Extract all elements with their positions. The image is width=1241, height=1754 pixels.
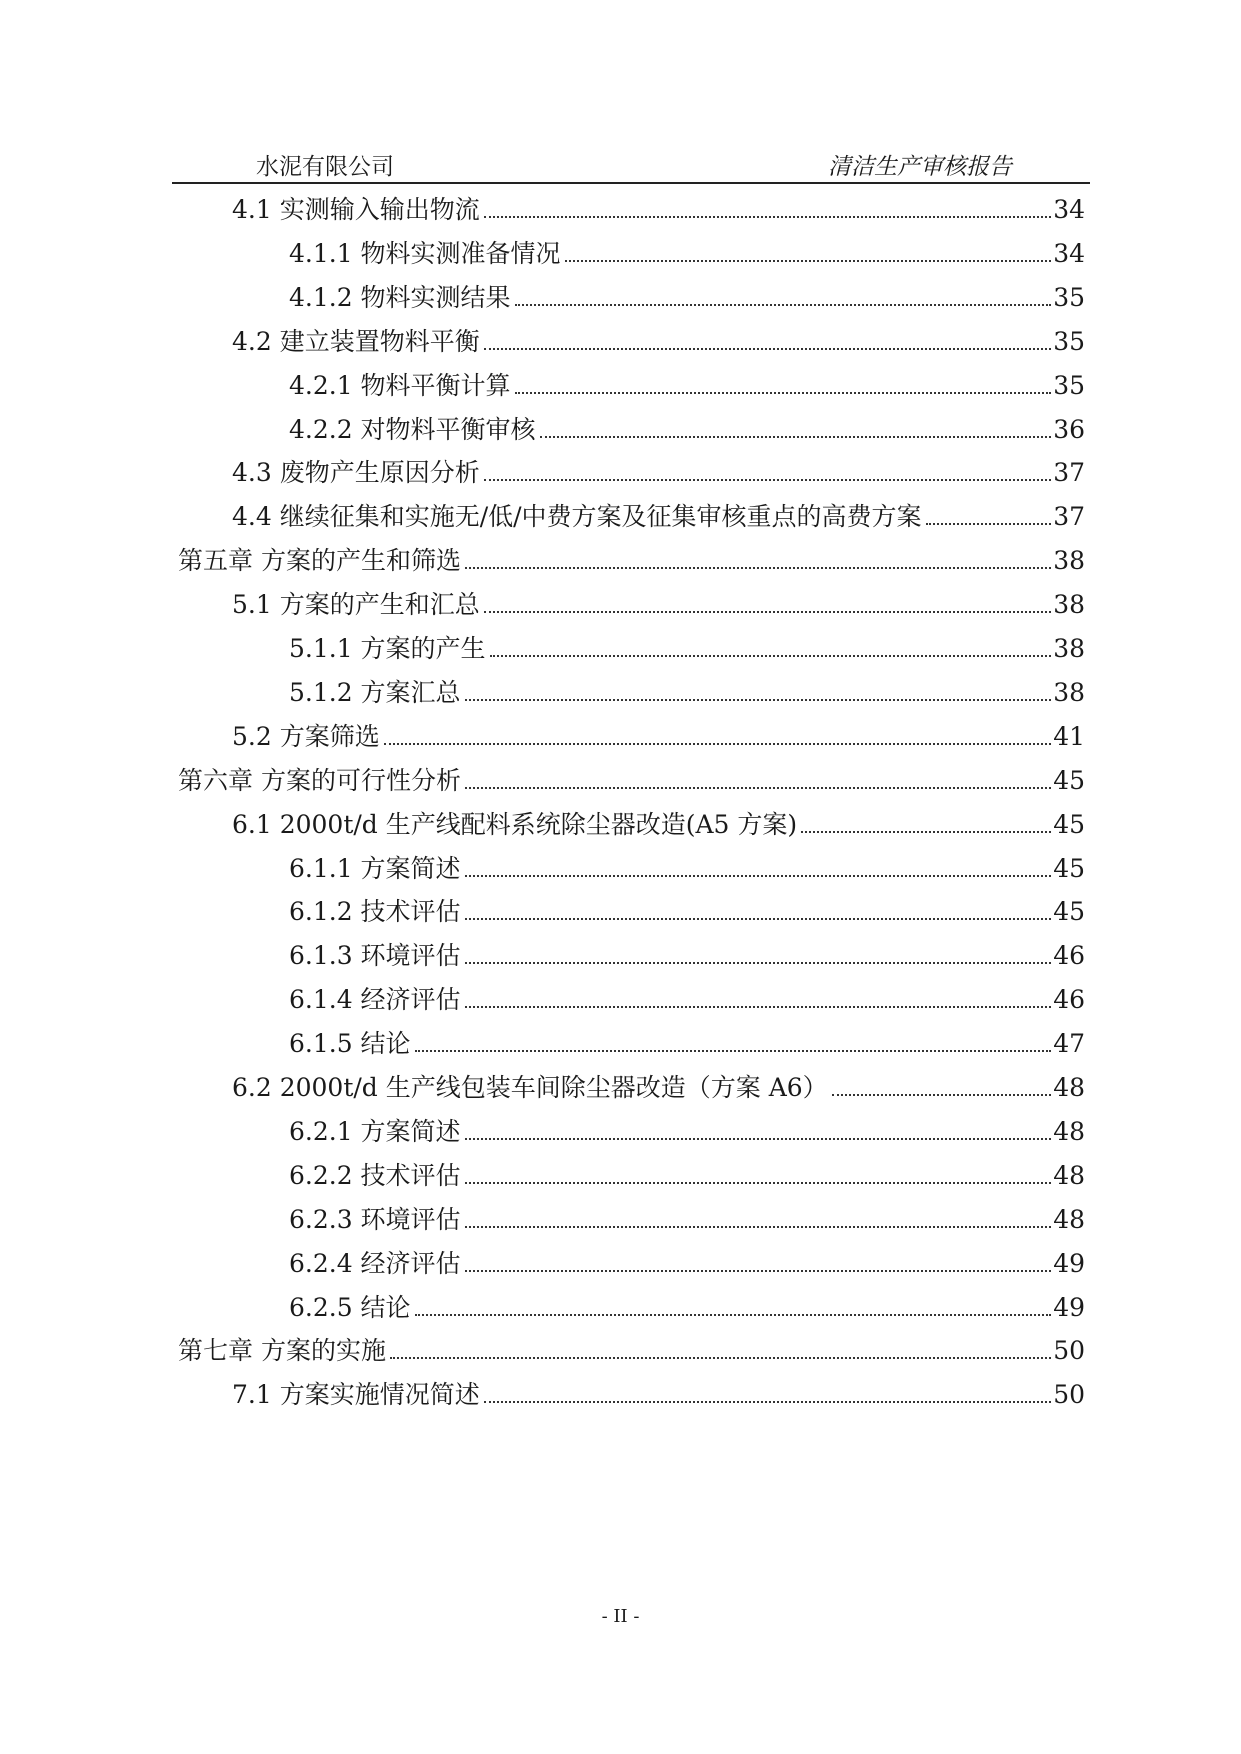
toc-entry-page: 35 bbox=[1053, 326, 1085, 356]
toc-entry-title: 4.2 建立装置物料平衡 bbox=[232, 326, 480, 356]
toc-entry[interactable] bbox=[232, 804, 1085, 840]
report-title: 清洁生产审核报告 bbox=[828, 154, 1012, 180]
toc-entry[interactable] bbox=[289, 935, 1085, 971]
toc-entry-title: 第五章 方案的产生和筛选 bbox=[178, 546, 461, 576]
dot-leader bbox=[465, 787, 1051, 789]
toc-entry[interactable] bbox=[289, 1243, 1085, 1279]
toc-entry-page: 49 bbox=[1053, 1292, 1085, 1322]
toc-entry-page: 38 bbox=[1053, 677, 1085, 707]
toc-entry[interactable] bbox=[289, 1155, 1085, 1191]
toc-entry-title: 6.2 2000t/d 生产线包装车间除尘器改造（方案 A6） bbox=[232, 1073, 828, 1102]
toc-entry-title: 4.4 继续征集和实施无/低/中费方案及征集审核重点的高费方案 bbox=[232, 502, 922, 532]
toc-entry-title: 第六章 方案的可行性分析 bbox=[178, 765, 461, 795]
toc-entry-page: 45 bbox=[1053, 853, 1085, 883]
toc-entry[interactable] bbox=[178, 540, 1085, 576]
dot-leader bbox=[926, 523, 1052, 525]
toc-entry-page: 35 bbox=[1053, 282, 1085, 312]
dot-leader bbox=[484, 611, 1051, 613]
toc-entry-title: 5.1 方案的产生和汇总 bbox=[232, 590, 480, 620]
toc-entry-page: 37 bbox=[1053, 458, 1085, 488]
toc-entry[interactable] bbox=[232, 496, 1085, 532]
toc-entry[interactable] bbox=[289, 1199, 1085, 1235]
toc-entry[interactable] bbox=[289, 1287, 1085, 1323]
toc-entry-page: 35 bbox=[1053, 370, 1085, 400]
toc-entry-title: 4.1.2 物料实测结果 bbox=[289, 282, 511, 312]
dot-leader bbox=[465, 875, 1052, 877]
toc-entry-title: 4.2.1 物料平衡计算 bbox=[289, 370, 511, 400]
toc-entry-title: 5.2 方案筛选 bbox=[232, 721, 380, 751]
toc-entry-page: 34 bbox=[1053, 238, 1085, 268]
toc-entry-title: 6.2.3 环境评估 bbox=[289, 1204, 461, 1234]
toc-entry-page: 50 bbox=[1053, 1380, 1085, 1410]
toc-entry-title: 5.1.1 方案的产生 bbox=[289, 634, 486, 663]
dot-leader bbox=[832, 1094, 1052, 1096]
toc-entry[interactable] bbox=[289, 979, 1085, 1015]
toc-entry-page: 45 bbox=[1053, 765, 1085, 795]
toc-entry-title: 4.1.1 物料实测准备情况 bbox=[289, 238, 561, 268]
dot-leader bbox=[540, 436, 1052, 438]
toc-entry-page: 34 bbox=[1053, 195, 1085, 224]
toc-entry[interactable] bbox=[289, 233, 1085, 269]
page-number: - II - bbox=[601, 1606, 640, 1627]
toc-entry-title: 5.1.2 方案汇总 bbox=[289, 677, 461, 707]
dot-leader bbox=[384, 743, 1051, 745]
toc-entry[interactable] bbox=[232, 1374, 1085, 1410]
toc-entry[interactable] bbox=[178, 760, 1085, 796]
dot-leader bbox=[465, 1270, 1052, 1272]
dot-leader bbox=[390, 1357, 1051, 1359]
dot-leader bbox=[484, 1401, 1051, 1403]
toc-entry[interactable] bbox=[232, 584, 1085, 620]
toc-entry-title: 6.2.5 结论 bbox=[289, 1292, 411, 1322]
toc-entry[interactable] bbox=[289, 409, 1085, 445]
toc-entry[interactable] bbox=[289, 1023, 1085, 1059]
toc-entry-page: 37 bbox=[1053, 502, 1085, 532]
toc-entry-title: 4.1 实测输入输出物流 bbox=[232, 195, 480, 224]
toc-entry-page: 45 bbox=[1053, 897, 1085, 927]
toc-entry[interactable] bbox=[289, 672, 1085, 708]
toc-entry-title: 6.1.4 经济评估 bbox=[289, 985, 461, 1015]
toc-entry[interactable] bbox=[289, 365, 1085, 401]
dot-leader bbox=[465, 1226, 1052, 1228]
dot-leader bbox=[465, 1006, 1052, 1008]
dot-leader bbox=[465, 699, 1052, 701]
toc-entry-page: 48 bbox=[1053, 1116, 1085, 1146]
toc-entry-page: 47 bbox=[1053, 1029, 1085, 1059]
toc-entry-title: 6.1 2000t/d 生产线配料系统除尘器改造(A5 方案) bbox=[232, 809, 798, 839]
toc-entry[interactable] bbox=[232, 1067, 1085, 1103]
toc-entry[interactable] bbox=[232, 321, 1085, 357]
dot-leader bbox=[465, 1182, 1052, 1184]
toc-entry-page: 50 bbox=[1053, 1336, 1085, 1366]
toc-entry-title: 6.2.4 经济评估 bbox=[289, 1248, 461, 1278]
dot-leader bbox=[465, 1138, 1052, 1140]
dot-leader bbox=[465, 567, 1051, 569]
toc-entry-title: 6.1.2 技术评估 bbox=[289, 897, 461, 927]
toc-entry[interactable] bbox=[289, 1111, 1085, 1147]
toc-entry-page: 38 bbox=[1053, 590, 1085, 620]
company-name: 水泥有限公司 bbox=[256, 154, 394, 180]
dot-leader bbox=[415, 1314, 1052, 1316]
toc-entry-title: 4.3 废物产生原因分析 bbox=[232, 458, 480, 488]
toc-entry-page: 38 bbox=[1053, 634, 1085, 663]
toc-entry-title: 6.1.3 环境评估 bbox=[289, 941, 461, 971]
toc-entry-page: 41 bbox=[1053, 721, 1085, 751]
dot-leader bbox=[515, 392, 1052, 394]
toc-entry-title: 6.2.1 方案简述 bbox=[289, 1116, 461, 1146]
toc-entry[interactable] bbox=[232, 189, 1085, 225]
toc-entry-title: 6.1.5 结论 bbox=[289, 1029, 411, 1059]
dot-leader bbox=[465, 918, 1052, 920]
toc-entry[interactable] bbox=[289, 891, 1085, 927]
toc-entry-page: 46 bbox=[1053, 941, 1085, 971]
page-header bbox=[172, 142, 1090, 184]
toc-entry-page: 36 bbox=[1053, 414, 1085, 444]
toc-entry-page: 48 bbox=[1053, 1073, 1085, 1102]
toc-entry-title: 6.1.1 方案简述 bbox=[289, 853, 461, 883]
toc-entry[interactable] bbox=[232, 716, 1085, 752]
toc-entry-title: 7.1 方案实施情况简述 bbox=[232, 1380, 480, 1410]
dot-leader bbox=[415, 1050, 1052, 1052]
toc-entry-page: 48 bbox=[1053, 1204, 1085, 1234]
dot-leader bbox=[801, 831, 1051, 833]
toc-entry-page: 38 bbox=[1053, 546, 1085, 576]
toc-entry[interactable] bbox=[289, 628, 1085, 664]
toc-entry[interactable] bbox=[289, 848, 1085, 884]
toc-entry-page: 48 bbox=[1053, 1160, 1085, 1190]
toc-entry-title: 6.2.2 技术评估 bbox=[289, 1160, 461, 1190]
toc-entry-page: 49 bbox=[1053, 1248, 1085, 1278]
toc-entry-title: 第七章 方案的实施 bbox=[178, 1336, 386, 1366]
dot-leader bbox=[515, 304, 1052, 306]
dot-leader bbox=[484, 216, 1051, 218]
toc-entry-page: 46 bbox=[1053, 985, 1085, 1015]
dot-leader bbox=[565, 260, 1052, 262]
dot-leader bbox=[484, 479, 1051, 481]
toc-entry[interactable] bbox=[289, 277, 1085, 313]
toc-entry[interactable] bbox=[178, 1330, 1085, 1366]
toc-entry-page: 45 bbox=[1053, 809, 1085, 839]
toc-entry[interactable] bbox=[232, 452, 1085, 488]
dot-leader bbox=[484, 348, 1051, 350]
toc-entry-title: 4.2.2 对物料平衡审核 bbox=[289, 414, 536, 444]
dot-leader bbox=[465, 962, 1052, 964]
dot-leader bbox=[490, 655, 1052, 657]
